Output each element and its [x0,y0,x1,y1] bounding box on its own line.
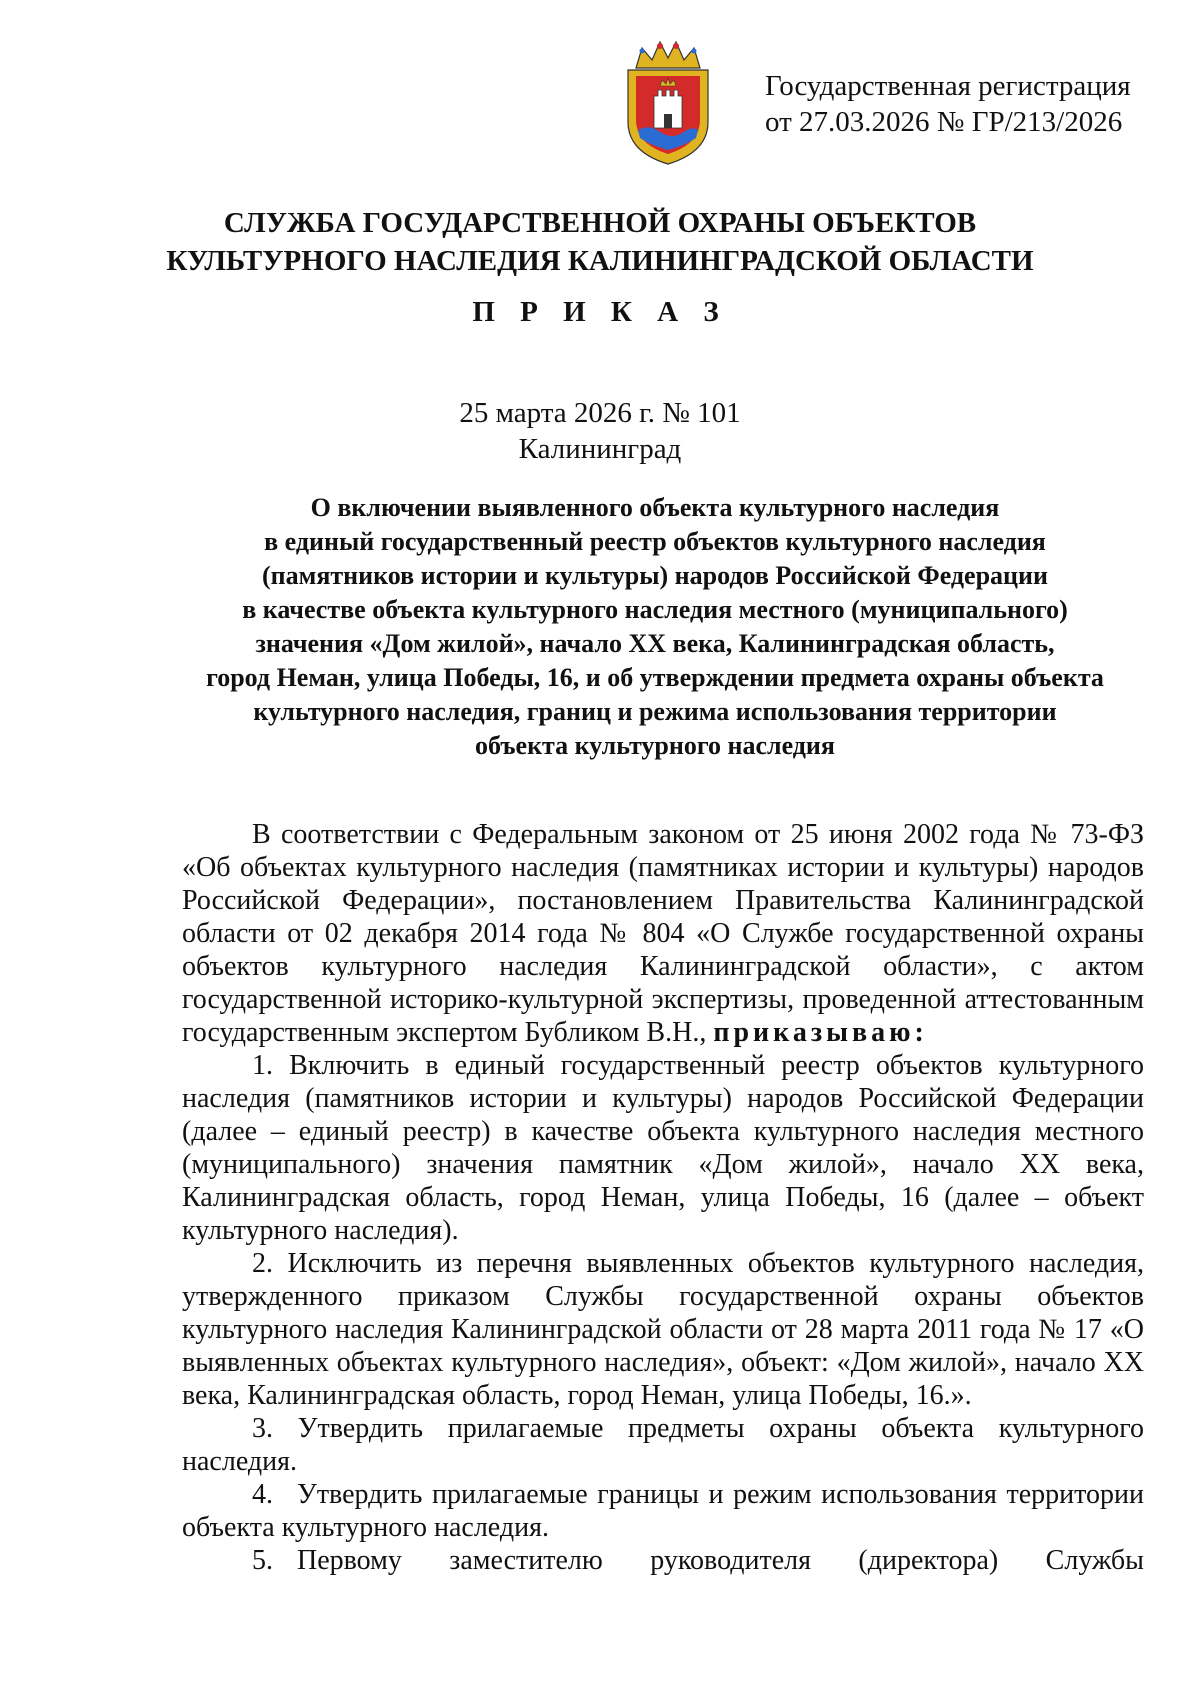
kaliningrad-coat-of-arms-icon [622,40,714,166]
order-item-2: 2. Исключить из перечня выявленных объектов культурного наследия, утвержденного приказом Службы государственной охраны объектов культурного наследия Калининградской области от 28 марта 2011 года № 17 «О выявленных объектах культурного наследия», объект: «Дом жилой», начало XX века, Калининградская область, город Неман, улица Победы, 16.». [182,1248,1144,1411]
order-date-block [150,395,1050,467]
state-registration-note [765,68,1185,140]
agency-name-line-1: СЛУЖБА ГОСУДАРСТВЕННОЙ ОХРАНЫ ОБЪЕКТОВ [223,207,977,239]
subject-line: культурного наследия, границ и режима использования территории [253,697,1057,726]
subject-line: в единый государственный реестр объектов культурного наследия [264,527,1046,556]
agency-name [150,204,1050,280]
order-item-5-text: Первому заместителю руководителя (директора) Службы [297,1545,1144,1576]
order-item-4-number: 4. [252,1479,273,1510]
subject-line: (памятников истории и культуры) народов Российской Федерации [262,561,1048,590]
registration-line-2: от 27.03.2026 № ГР/213/2026 [765,106,1123,138]
order-item-4-text: Утвердить прилагаемые границы и режим использования территории объекта культурного наследия. [182,1479,1144,1543]
order-item-4 [182,1478,1144,1544]
order-subject-title [160,491,1150,763]
subject-line: О включении выявленного объекта культурного наследия [310,493,1000,522]
orders-word: приказываю: [713,1017,928,1048]
preamble-text: В соответствии с Федеральным законом от 25 июня 2002 года № 73-ФЗ «Об объектах культурного наследия (памятниках истории и культуры) народов Российской Федерации», постановлением Правительства Калининградской области от 02 декабря 2014 года № 804 «О Службе государственной охраны объектов культурного наследия Калининградской области», с актом государственной историко-культурной экспертизы, проведенной аттестованным государственным экспертом Бубликом В.Н., [182,819,1144,1048]
order-body [182,818,1144,1577]
order-item-1: 1. Включить в единый государственный реестр объектов культурного наследия (памятников истории и культуры) народов Российской Федерации (далее – единый реестр) в качестве объекта культурного наследия местного (муниципального) значения памятник «Дом жилой», начало XX века, Калининградская область, город Неман, улица Победы, 16 (далее – объект культурного наследия). [182,1050,1144,1246]
document-type-heading: П Р И К А З [472,296,728,328]
order-item-3: 3. Утвердить прилагаемые предметы охраны объекта культурного наследия. [182,1413,1144,1477]
order-city: Калининград [518,433,682,465]
order-item-5 [182,1544,1144,1577]
preamble-paragraph [182,818,1144,1049]
subject-line: объекта культурного наследия [475,731,835,760]
subject-line: в качестве объекта культурного наследия местного (муниципального) [242,595,1068,624]
agency-name-line-2: КУЛЬТУРНОГО НАСЛЕДИЯ КАЛИНИНГРАДСКОЙ ОБЛАСТИ [166,245,1034,277]
order-item-5-number: 5. [252,1545,273,1576]
subject-line: город Неман, улица Победы, 16, и об утверждении предмета охраны объекта [206,663,1104,692]
subject-line: значения «Дом жилой», начало XX века, Калининградская область, [255,629,1055,658]
registration-line-1: Государственная регистрация [765,70,1131,102]
order-date-number: 25 марта 2026 г. № 101 [459,397,741,429]
